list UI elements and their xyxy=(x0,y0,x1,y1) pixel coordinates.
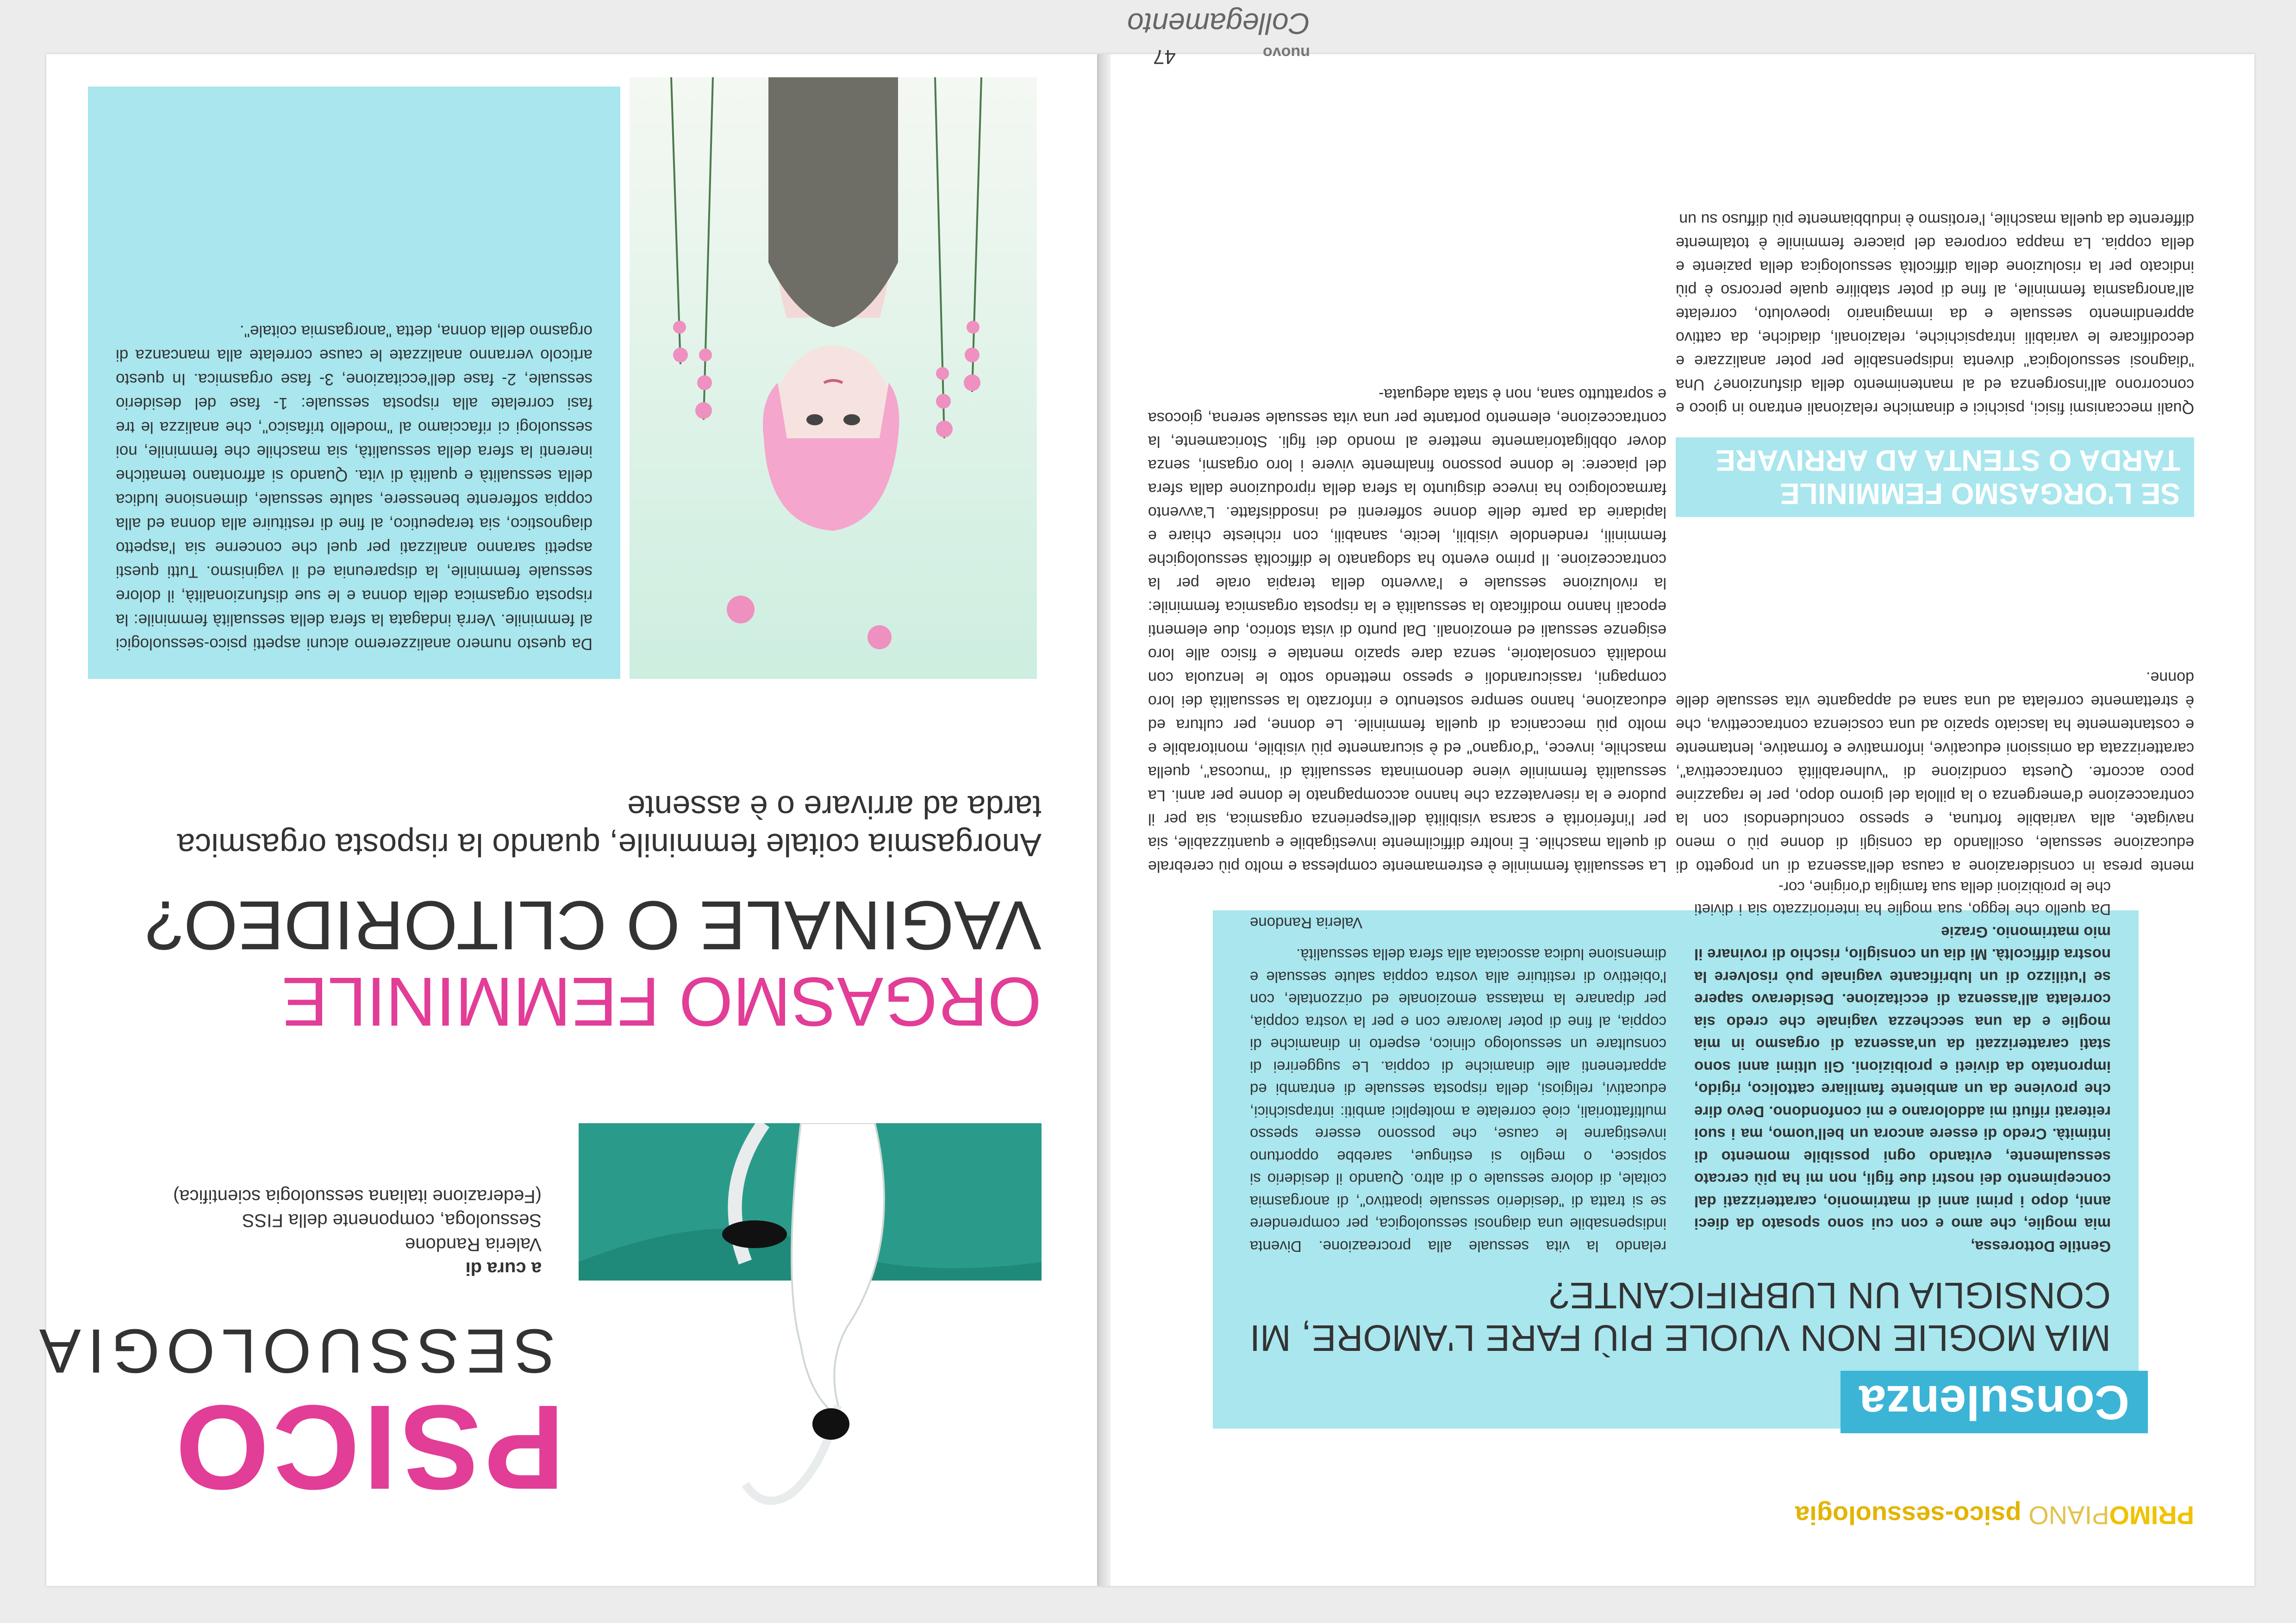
consulenza-label: Consulenza xyxy=(1841,1371,2148,1433)
footer-logo-word: Collegamento xyxy=(1127,7,1310,40)
woman-illustration xyxy=(579,1123,1042,1521)
header-section: psico-sessuologia xyxy=(1795,1501,2021,1530)
reply-text: relando la vita sessuale alla procreazione. Diventa indispensabile una diagnosi sessuologica, per comprendere se si tratta di "desiderio sessuale ipoattivo", di anorgasmia coitale, di dolore sessuale o di altro. Quando il desiderio si sopisce, o meglio si estingue, sarebbe opportuno investigarne le cause, che possono essere spesso multifattoriali, cioè correlate a molteplici ambiti: intrapsichici, educativi, religiosi, della risposta sessuale di entrambi ed appartenenti alle dinamiche di coppia. Le suggerirei di consultare un sessuologo clinico, esperto in dinamiche di coppia, al fine di poter lavorare con e per la vostra coppia, per dipanare la matassa emozionale ed orizzontale, con l'obiettivo di restituire alla vostra coppia salute sessuale e dimensione ludica associata alla sfera della sessualità. xyxy=(1250,946,1666,1255)
letter-greeting: Gentile Dottoressa, xyxy=(1971,1238,2111,1255)
header-piano: PIANO xyxy=(2028,1501,2109,1530)
credits-prefix: a cura di xyxy=(465,1258,542,1279)
consulenza-box xyxy=(1213,879,2139,1429)
reply-signature: Valeria Randone xyxy=(1250,914,1363,932)
article-column-right: La sessualità femminile è estremamente complessa e molto più cerebrale di quella maschile. È inoltre difficilmente investigabile e quantizzabile, sia per l'inferiorità e scarsa visibilità dell'esperienza orgasmica, sia per il pudore e la riservatezza che hanno accompagnato le donne per anni. La sessualità femminile viene denominata sessualità di "mucosa", quella maschile, invece, "d'organo" ed è sicuramente più visibile, monitorabile e molto più meccanica di quella femminile. Le donne, per cultura ed educazione, hanno sempre sostenuto e rinforzato la sessualità dei loro compagni, rassicurandoli e spesso mettendo sotto le lenzuola con modalità consolatorie, senza dare spazio mentale e fisico alle loro esigenze sessuali ed emozionali. Dal punto di vista storico, due elementi epocali hanno modificato la sessualità e la risposta orgasmica femminile: la rivoluzione sessuale e l'avvento della terapia orale per la contraccezione. Il primo evento ha sdoganato le difficoltà sessuologiche femminili, rendendole visibili, lecite, sanabili, con richieste chiare e lapidarie da parte delle donne sofferenti ed insoddisfatte. L'avvento farmacologico ha invece disgiunto la sfera della riproduzione dalla sfera del piacere: le donne possono finalmente vivere i loro orgasmi, senza dover obbligatoriamente mettere al mondo dei figli. Storicamente, la contraccezione, elemento portante per una vita sessuale serena, giocosa e soprattutto sana, non è stata adeguata- xyxy=(1148,386,1666,875)
page-header xyxy=(1795,1500,2194,1530)
consulenza-letter-column xyxy=(1694,876,2111,1258)
article-column-left-top: mente presa in considerazione a causa dell'assenza di un progetto di educazione sessuale, oscillando da consigli di donne più o meno navigate, alla variabile fortuna, e spesso concludendosi con la contraccezione d'emergenza o la pillola del giorno dopo, per le ragazzine poco accorte. Questa condizione di "vulnerabilità contraccettiva", caratterizzata da omissioni educative, informative e formative, lentamente e costantemente ha lasciato spazio ad una coscienza contraccettiva, che è strettamente correlata ad una sana ed appagante vita sessuale delle donne. xyxy=(1676,669,2194,875)
consulenza-headline: MIA MOGLIE NON VUOLE PIÙ FARE L'AMORE, MI CONSIGLIA UN LUBRIFICANTE? xyxy=(1249,1275,2111,1359)
intro-box xyxy=(88,87,620,679)
section-word-sessuologia: SESSUOLOGIA xyxy=(32,1316,555,1386)
consulenza-reply-column xyxy=(1250,912,1666,1258)
article-title xyxy=(79,887,1042,1040)
header-primo: PRIMO xyxy=(2109,1501,2194,1530)
right-page xyxy=(32,54,1097,1586)
title-line2: VAGINALE O CLITORIDEO? xyxy=(145,887,1042,964)
footer-logo-prefix: nuovo xyxy=(1263,44,1310,62)
credits-role: Sessuologa, componente della FISS xyxy=(242,1210,542,1231)
flower-woman-photo xyxy=(630,77,1037,679)
left-page xyxy=(1097,7,2254,1586)
reply-col1-end: Da quello che leggo, sua moglie ha interiorizzato sia i divieti che le proibizioni della sua famiglia d'origine, cor- xyxy=(1694,879,2111,919)
letter-body: mia moglie, che amo e con cui sono sposato da dieci anni, dopo i primi anni di matrimonio, caratterizzati dal concepimento dei nostri due figli, non mi ha più cercato sessualmente, evitando ogni possibile momento di intimità. Credo di essere ancora un bell'uomo, ma i suoi reiterati rifiuti mi addolorano e mi confondono. Devo dire che proviene da un ambiente familiare cattolico, rigido, improntato da divieti e proibizioni. Gli ultimi anni sono stati caratterizzati da un'assenza di orgasmo in mia moglie e da una secchezza vaginale che credo sia correlata all'assenza di eccitazione. Desideravo sapere se l'utilizzo di un lubrificante vaginale può risolvere la nostra difficoltà. Mi dia un consiglio, rischio di rovinare il mio matrimonio. Grazie xyxy=(1694,924,2111,1233)
footer-logo xyxy=(1097,6,1310,75)
title-line1: ORGASMO FEMMINILE xyxy=(281,963,1042,1041)
credits-org: (Federazione italiana sessuologia scientifica) xyxy=(173,1186,542,1206)
article-subtitle: Anorgasmia coitale femminile, quando la risposta orgasmica tarda ad arrivare o è assente xyxy=(177,789,1042,863)
subhead-band xyxy=(1676,437,2194,517)
credits xyxy=(173,1184,542,1281)
section-word-psico: PSICO xyxy=(171,1380,565,1514)
page-number: 47 xyxy=(1153,45,1176,68)
credits-name: Valeria Randone xyxy=(405,1234,542,1255)
subhead-text: SE L'ORGASMO FEMMINILE TARDA O STENTA AD ARRIVARE xyxy=(1716,444,2180,510)
intro-text: Da questo numero analizzeremo alcuni aspetti psico-sessuologici al femminile. Verrà indagata la sfera della sessualità femminile: la risposta orgasmica della donna e le sue disfunzionalità, il dolore sessuale femminile, la dispareunia ed il vaginismo. Tutti questi aspetti saranno analizzati per quel che concerne sia l'aspetto diagnostico, sia terapeutico, al fine di restituire alla donna ed alla coppia sofferente benessere, salute sessuale, dimensione ludica della sessualità e qualità di vita. Quando si affrontano tematiche inerenti la sfera della sessualità, sia maschile che femminile, noi sessuologi ci rifacciamo al "modello trifasico", che analizza le tre fasi correlate alla risposta sessuale: 1- fase del desiderio sessuale, 2- fase dell'eccitazione, 3- fase orgasmica. In questo articolo verranno analizzate le cause correlate alla mancanza di orgasmo della donna, detta "anorgasmia coitale". xyxy=(116,322,593,653)
article-column-left-bottom: Quali meccanismi fisici, psichici e dinamiche relazionali entrano in gioco e concorrono all'insorgenza ed al mantenimento della disfunzione? Una "diagnosi sessuologica" diventa indispensabile per poter analizzare e decodificare le variabili intrapsichiche, relazionali, diadiche, da cattivo apprendimento sessuale e da immaginario ipoevoluto, correlate all'anorgasmia femminile, al fine di poter stabilire quale percorso è più indicato per la risoluzione della difficoltà sessuologica della paziente e della coppia. La mappa corporea del piacere femminile è totalmente differente da quella maschile, l'erotismo è indubbiamente più diffuso su un xyxy=(1676,211,2194,417)
